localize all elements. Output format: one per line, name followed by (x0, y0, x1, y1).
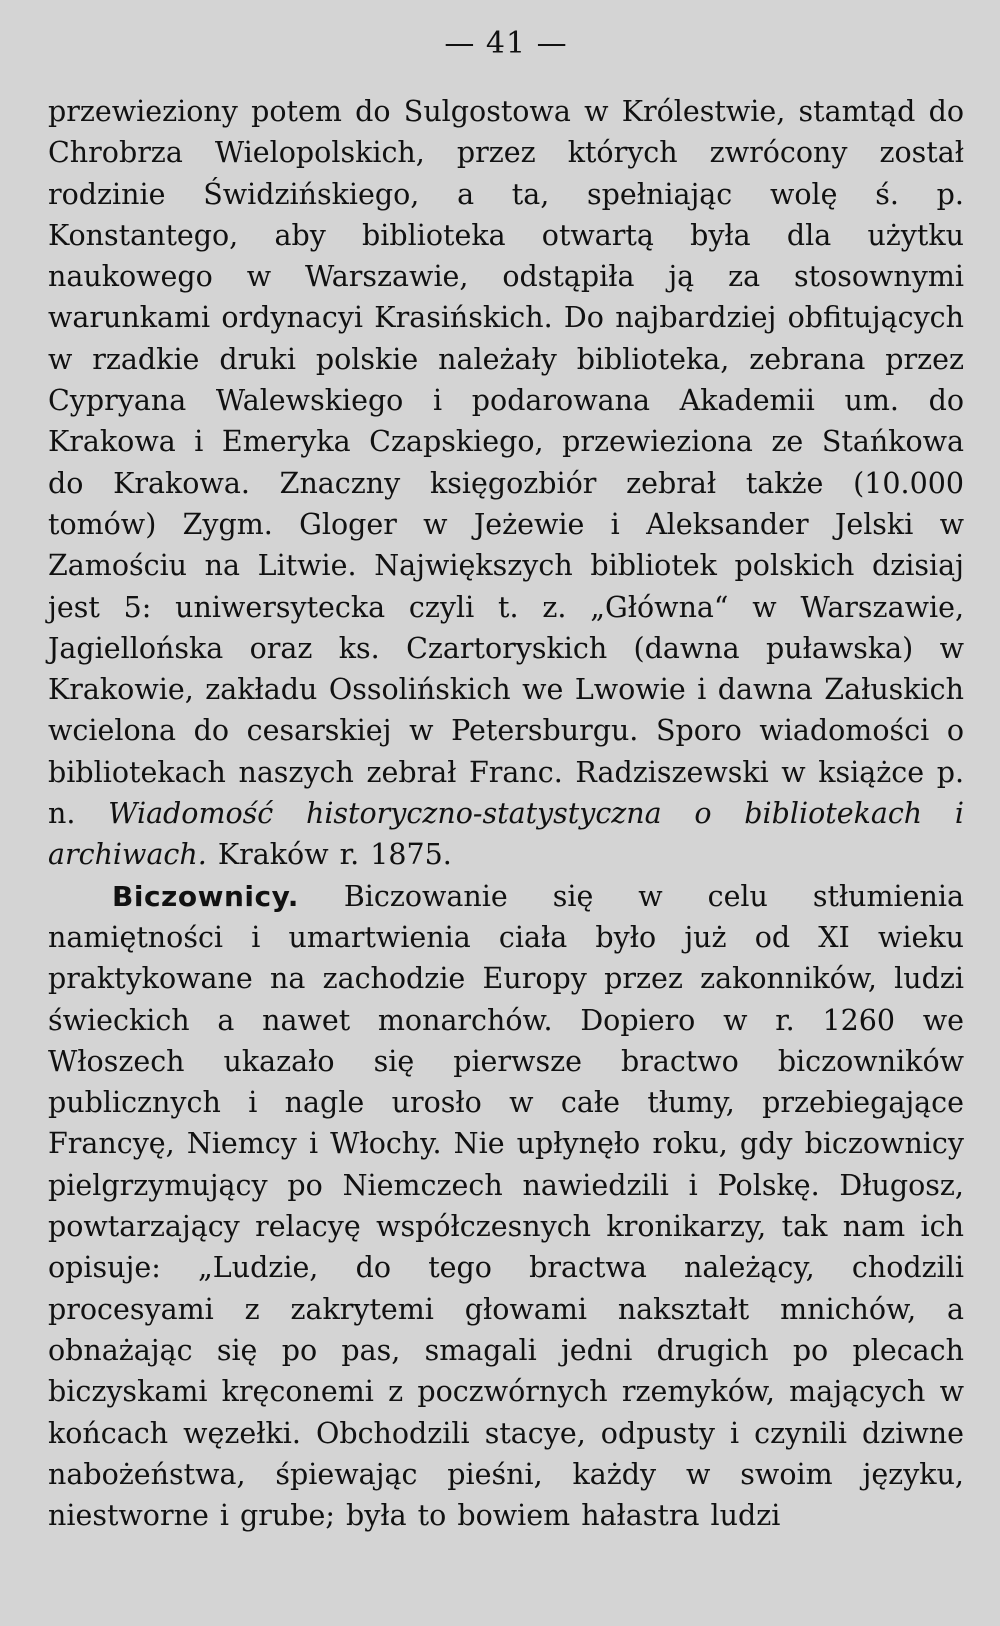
paragraph-libraries-end: Kraków r. 1875. (217, 838, 452, 872)
entry-heading: Biczownicy. (112, 879, 299, 913)
paragraph-flagellants-text: Biczowanie się w celu stłumienia namiętności i umartwienia ciała było już od XI wieku praktykowane na zachodzie Europy przez zakonników, ludzi świeckich a nawet monarchów. Dopiero w r. 1260 we Włoszech ukazało się pierwsze bractwo biczowników publicznych i nagle urosło w całe tłumy, przebiegające Francyę, Niemcy i Włochy. Nie upłynęło roku, gdy biczownicy pielgrzymujący po Niemczech nawiedzili i Polskę. Długosz, powtarzający relacyę współczesnych kronikarzy, tak nam ich opisuje: „Ludzie, do tego bractwa należący, chodzili procesyami z zakrytemi głowami nakształt mnichów, a obnażając się po pas, smagali jedni drugich po plecach biczyskami kręconemi z poczwórnych rzemyków, mających w końcach węzełki. Obchodzili stacye, odpusty i czynili dziwne nabożeństwa, śpiewając pieśni, każdy w swoim języku, niestworne i grube; była to bowiem hałastra ludzi (48, 879, 964, 1533)
page-number: — 41 — (444, 26, 568, 61)
book-title-italic: Wiadomość historyczno-statystyczna o bibliotekach i archiwach. (48, 797, 964, 872)
paragraph-libraries (48, 91, 964, 876)
paragraph-flagellants (48, 876, 964, 1537)
paragraph-libraries-text: przewieziony potem do Sulgostowa w Królestwie, stamtąd do Chrobrza Wielopolskich, przez których zwrócony został rodzinie Świdzińskiego, a ta, spełniając wolę ś. p. Konstantego, aby biblioteka otwartą była dla użytku naukowego w Warszawie, odstąpiła ją za stosownymi warunkami ordynacyi Krasińskich. Do najbardziej obfitujących w rzadkie druki polskie należały biblioteka, zebrana przez Cypryana Walewskiego i podarowana Akademii um. do Krakowa i Emeryka Czapskiego, przewieziona ze Stańkowa do Krakowa. Znaczny księgozbiór zebrał także (10.000 tomów) Zygm. Gloger w Jeżewie i Aleksander Jelski w Zamościu na Litwie. Największych bibliotek polskich dzisiaj jest 5: uniwersytecka czyli t. z. „Główna“ w Warszawie, Jagiellońska oraz ks. Czartoryskich (dawna puławska) w Krakowie, zakładu Ossolińskich we Lwowie i dawna Załuskich wcielona do cesarskiej w Petersburgu. Sporo wiadomości o bibliotekach naszych zebrał Franc. Radziszewski w książce p. n. (48, 95, 964, 831)
